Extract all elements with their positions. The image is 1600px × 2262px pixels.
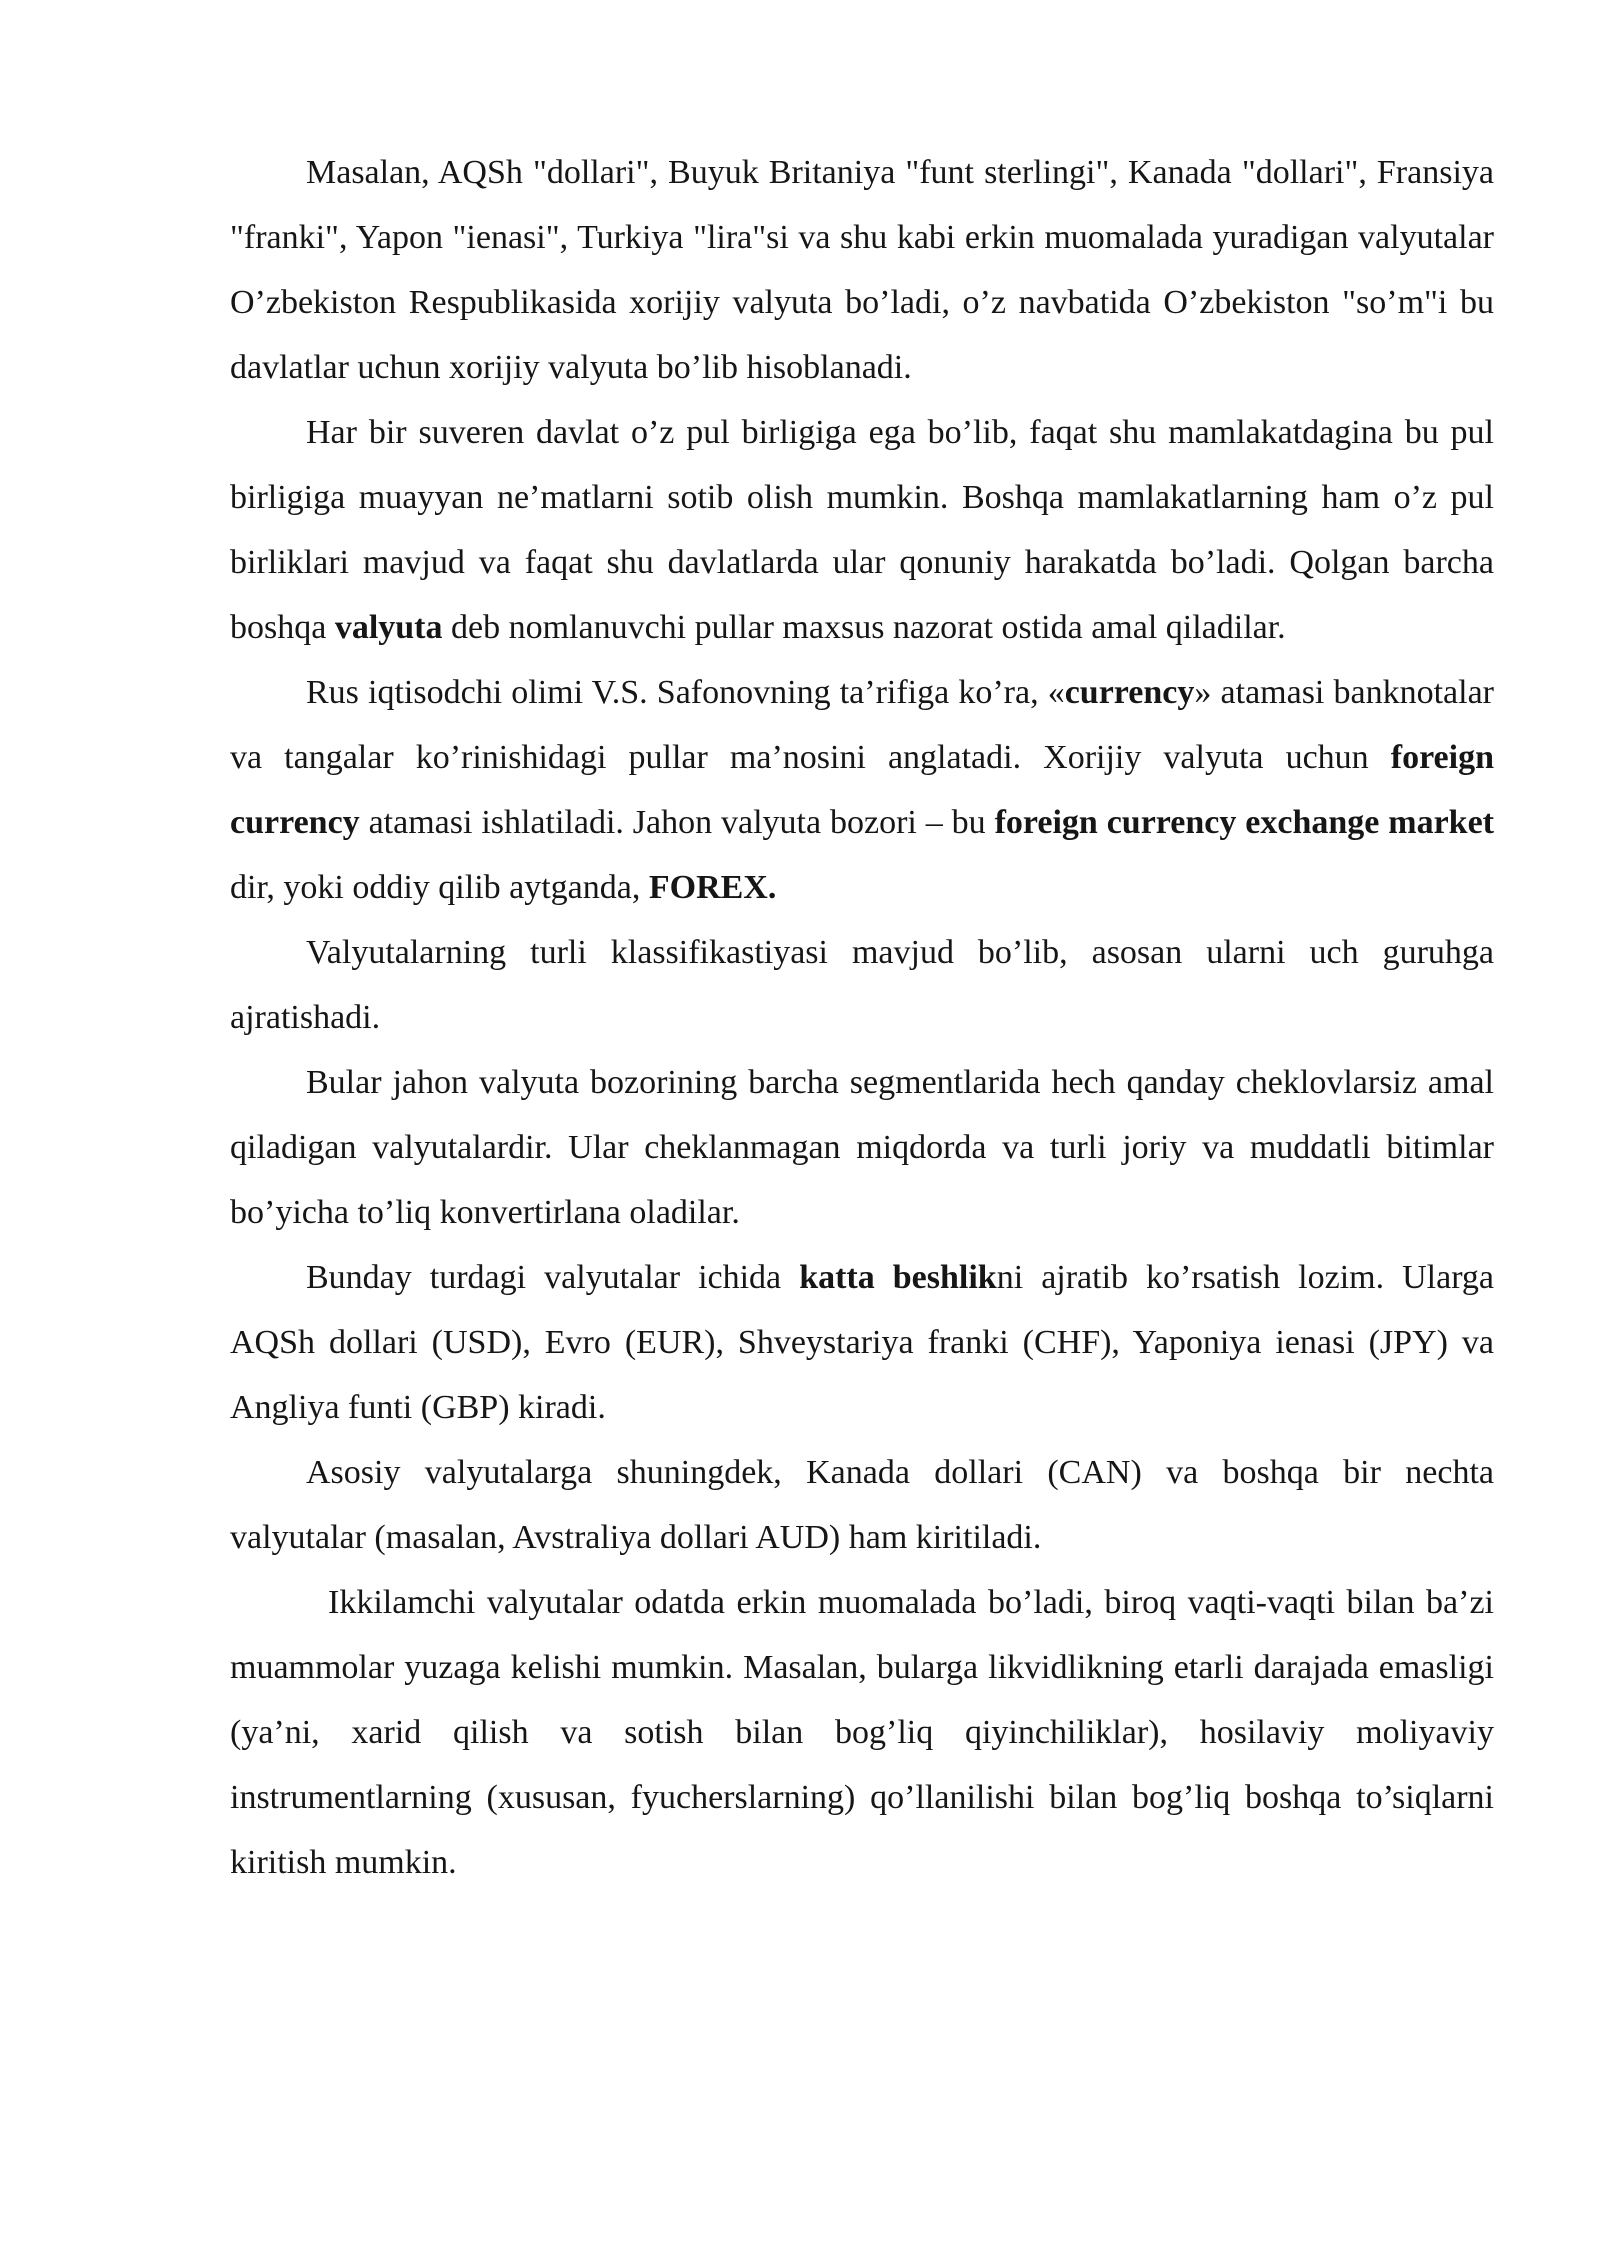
text-run: Bular jahon valyuta bozorining barcha segmentlarida hech qanday cheklovlarsiz amal qiladigan valyutalardir. Ular cheklanmagan miqdorda va turli joriy va muddatli bitimlar bo’yicha to’liq konvertirlana oladilar.: [230, 1064, 1494, 1231]
paragraph-1: [230, 140, 1494, 400]
paragraph-4: [230, 920, 1494, 1050]
text-run: » atamasi banknotalar va tangalar ko’rinishidagi pullar ma’nosini anglatadi. Xorijiy valyuta uchun: [230, 674, 1494, 776]
text-run: atamasi ishlatiladi. Jahon valyuta bozori – bu: [359, 804, 995, 841]
bold-term: foreign currency exchange market: [994, 804, 1494, 841]
paragraph-7: [230, 1440, 1494, 1570]
text-run: Asosiy valyutalarga shuningdek, Kanada dollari (CAN) va boshqa bir nechta valyutalar (masalan, Avstraliya dollari AUD) ham kiritiladi.: [230, 1454, 1494, 1556]
paragraph-6: [230, 1245, 1494, 1440]
text-run: Har bir suveren davlat o’z pul birligiga ega bo’lib, faqat shu mamlakatdagina bu pul birligiga muayyan ne’matlarni sotib olish mumkin. Boshqa mamlakatlarning ham o’z pul birliklari mavjud va faqat shu davlatlarda ular qonuniy harakatda bo’ladi. Qolgan barcha boshqa: [230, 414, 1494, 646]
bold-term: valyuta: [334, 609, 443, 646]
bold-term: currency: [1064, 674, 1195, 711]
paragraph-8: [230, 1570, 1494, 1895]
bold-term: foreign currency: [230, 739, 1494, 841]
text-run: Ikkilamchi valyutalar odatda erkin muomalada bo’ladi, biroq vaqti-vaqti bilan ba’zi muammolar yuzaga kelishi mumkin. Masalan, bularga likvidlikning etarli darajada emasligi (ya’ni, xarid qilish va sotish bilan bog’liq qiyinchiliklar), hosilaviy moliyaviy instrumentlarning (xususan, fyucherslarning) qo’llanilishi bilan bog’liq boshqa to’siqlarni kiritish mumkin.: [230, 1584, 1494, 1881]
text-run: Bunday turdagi valyutalar ichida: [306, 1259, 800, 1296]
text-run: Rus iqtisodchi olimi V.S. Safonovning ta’rifiga ko’ra, «: [306, 674, 1065, 711]
bold-term: katta beshlik: [799, 1259, 997, 1296]
document-body: [230, 140, 1494, 1895]
paragraph-2: [230, 400, 1494, 660]
text-run: ni ajratib ko’rsatish lozim. Ularga AQSh dollari (USD), Evro (EUR), Shveystariya franki (CHF), Yaponiya ienasi (JPY) va Angliya funti (GBP) kiradi.: [230, 1259, 1495, 1426]
text-run: Masalan, AQSh "dollari", Buyuk Britaniya "funt sterlingi", Kanada "dollari", Fransiya "franki", Yapon "ienasi", Turkiya "lira"si va shu kabi erkin muomalada yuradigan valyutalar O’zbekiston Respublikasida xorijiy valyuta bo’ladi, o’z navbatida O’zbekiston "so’m"i bu davlatlar uchun xorijiy valyuta bo’lib hisoblanadi.: [230, 154, 1494, 386]
text-run: dir, yoki oddiy qilib aytganda,: [230, 869, 649, 906]
paragraph-3: [230, 660, 1494, 920]
paragraph-5: [230, 1050, 1494, 1245]
text-run: Valyutalarning turli klassifikastiyasi mavjud bo’lib, asosan ularni uch guruhga ajratishadi.: [230, 934, 1494, 1036]
text-run: deb nomlanuvchi pullar maxsus nazorat ostida amal qiladilar.: [442, 609, 1286, 646]
bold-term: FOREX.: [648, 869, 777, 906]
